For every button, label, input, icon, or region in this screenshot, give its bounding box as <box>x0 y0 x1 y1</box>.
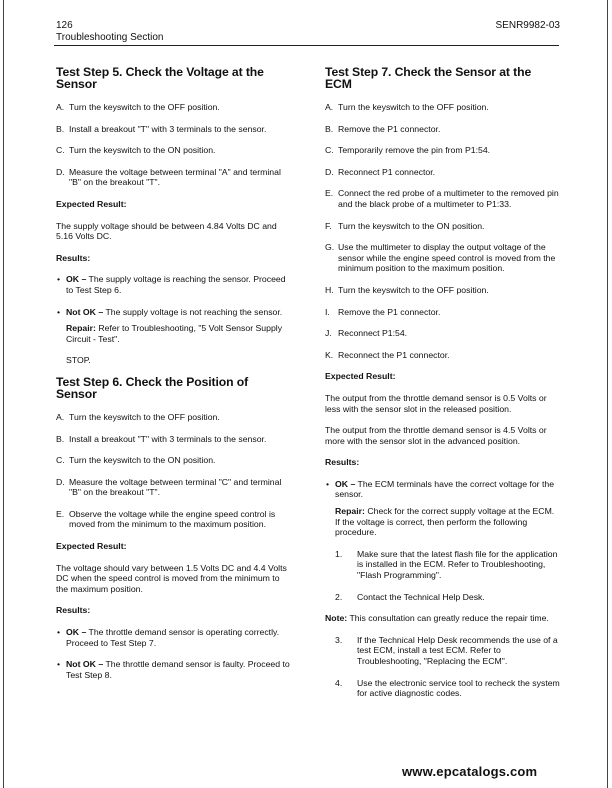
step-item: D. Reconnect P1 connector. <box>325 166 436 177</box>
page-number: 126 <box>56 20 73 31</box>
test-step-6-heading: Test Step 6. Check the Position of Sensor <box>56 374 249 401</box>
step-item: A. Turn the keyswitch to the OFF position. <box>56 411 220 422</box>
procedure-item: 1. Make sure that the latest flash file for the application is installed in the ECM. Refer to Troubleshooting, "Flash Programming". <box>335 548 558 581</box>
result-ok: • OK – The supply voltage is reaching the sensor. Proceed to Test Step 6. <box>57 274 286 295</box>
step-item: B. Install a breakout "T" with 3 terminals to the sensor. <box>56 433 267 444</box>
repair-instruction: Repair: Check for the correct supply voltage at the ECM. If the voltage is correct, then perform the following procedure. <box>335 506 555 538</box>
left-column <box>56 66 292 691</box>
step-item: K. Reconnect the P1 connector. <box>325 349 450 360</box>
step-item: C. Turn the keyswitch to the ON position. <box>56 455 216 466</box>
step-item: E. Observe the voltage while the engine speed control is moved from the minimum to the maximum position. <box>56 508 276 530</box>
step-item: G. Use the multimeter to display the output voltage of the sensor while the engine speed control is moved from the minimum position to the maximum position. <box>325 242 556 274</box>
page-border-right <box>607 0 608 788</box>
procedure-item: 4. Use the electronic service tool to recheck the system for active diagnostic codes. <box>335 677 560 699</box>
expected-result-text: The output from the throttle demand sensor is 4.5 Volts or more with the sensor slot in the advanced position. <box>325 425 547 446</box>
step-item: A. Turn the keyswitch to the OFF position. <box>325 102 489 112</box>
stop-text: STOP. <box>66 355 91 366</box>
result-ok: • OK – The ECM terminals have the correct voltage for the sensor. <box>326 478 555 500</box>
procedure-item: 2. Contact the Technical Help Desk. <box>335 591 485 602</box>
expected-result-text: The output from the throttle demand sensor is 0.5 Volts or less with the sensor slot in the released position. <box>325 392 547 414</box>
expected-result-heading: Expected Result: <box>325 371 396 382</box>
section-title: Troubleshooting Section <box>56 32 164 43</box>
step-item: D. Measure the voltage between terminal "A" and terminal "B" on the breakout "T". <box>56 166 281 188</box>
header-rule <box>54 45 559 46</box>
procedure-item: 3. If the Technical Help Desk recommends the use of a test ECM, install a test ECM. Refer to Troubleshooting, "Replacing the ECM". <box>335 634 558 666</box>
results-heading: Results: <box>56 252 91 263</box>
result-ok: • OK – The throttle demand sensor is operating correctly. Proceed to Test Step 7. <box>57 627 280 648</box>
repair-instruction: Repair: Refer to Troubleshooting, "5 Volt Sensor Supply Circuit - Test". <box>66 323 283 344</box>
step-item: C. Turn the keyswitch to the ON position. <box>56 145 216 156</box>
step-item: A. Turn the keyswitch to the OFF position. <box>56 102 220 112</box>
expected-result-text: The supply voltage should be between 4.84 Volts DC and 5.16 Volts DC. <box>56 220 277 242</box>
test-step-7-heading: Test Step 7. Check the Sensor at the ECM <box>325 65 532 91</box>
document-id: SENR9982-03 <box>495 20 560 31</box>
result-not-ok: • Not OK – The supply voltage is not reaching the sensor. <box>57 306 283 317</box>
expected-result-heading: Expected Result: <box>56 198 127 209</box>
step-item: D. Measure the voltage between terminal "C" and terminal "B" on the breakout "T". <box>56 476 282 498</box>
step-item: I. Remove the P1 connector. <box>325 306 441 317</box>
step-item: H. Turn the keyswitch to the OFF position. <box>325 284 489 295</box>
step-item: E. Connect the red probe of a multimeter to the removed pin and the black probe of a multimeter to P1:33. <box>325 188 559 209</box>
right-column <box>325 66 561 710</box>
note-text: Note: This consultation can greatly reduce the repair time. <box>325 613 549 624</box>
expected-result-heading: Expected Result: <box>56 541 127 552</box>
result-not-ok: • Not OK – The throttle demand sensor is faulty. Proceed to Test Step 8. <box>57 659 290 680</box>
results-heading: Results: <box>56 605 91 616</box>
expected-result-text: The voltage should vary between 1.5 Volts DC and 4.4 Volts DC when the speed control is moved from the minimum to the maximum position. <box>56 562 287 594</box>
page-border-left <box>3 0 4 788</box>
test-step-5-heading: Test Step 5. Check the Voltage at the Sensor <box>56 65 264 91</box>
step-item: F. Turn the keyswitch to the ON position. <box>325 220 485 231</box>
footer-watermark: www.epcatalogs.com <box>402 764 538 779</box>
step-item: J. Reconnect P1:54. <box>325 328 408 339</box>
step-item: B. Install a breakout "T" with 3 terminals to the sensor. <box>56 123 267 134</box>
results-heading: Results: <box>325 457 360 468</box>
step-item: C. Temporarily remove the pin from P1:54. <box>325 145 491 156</box>
step-item: B. Remove the P1 connector. <box>325 123 441 134</box>
